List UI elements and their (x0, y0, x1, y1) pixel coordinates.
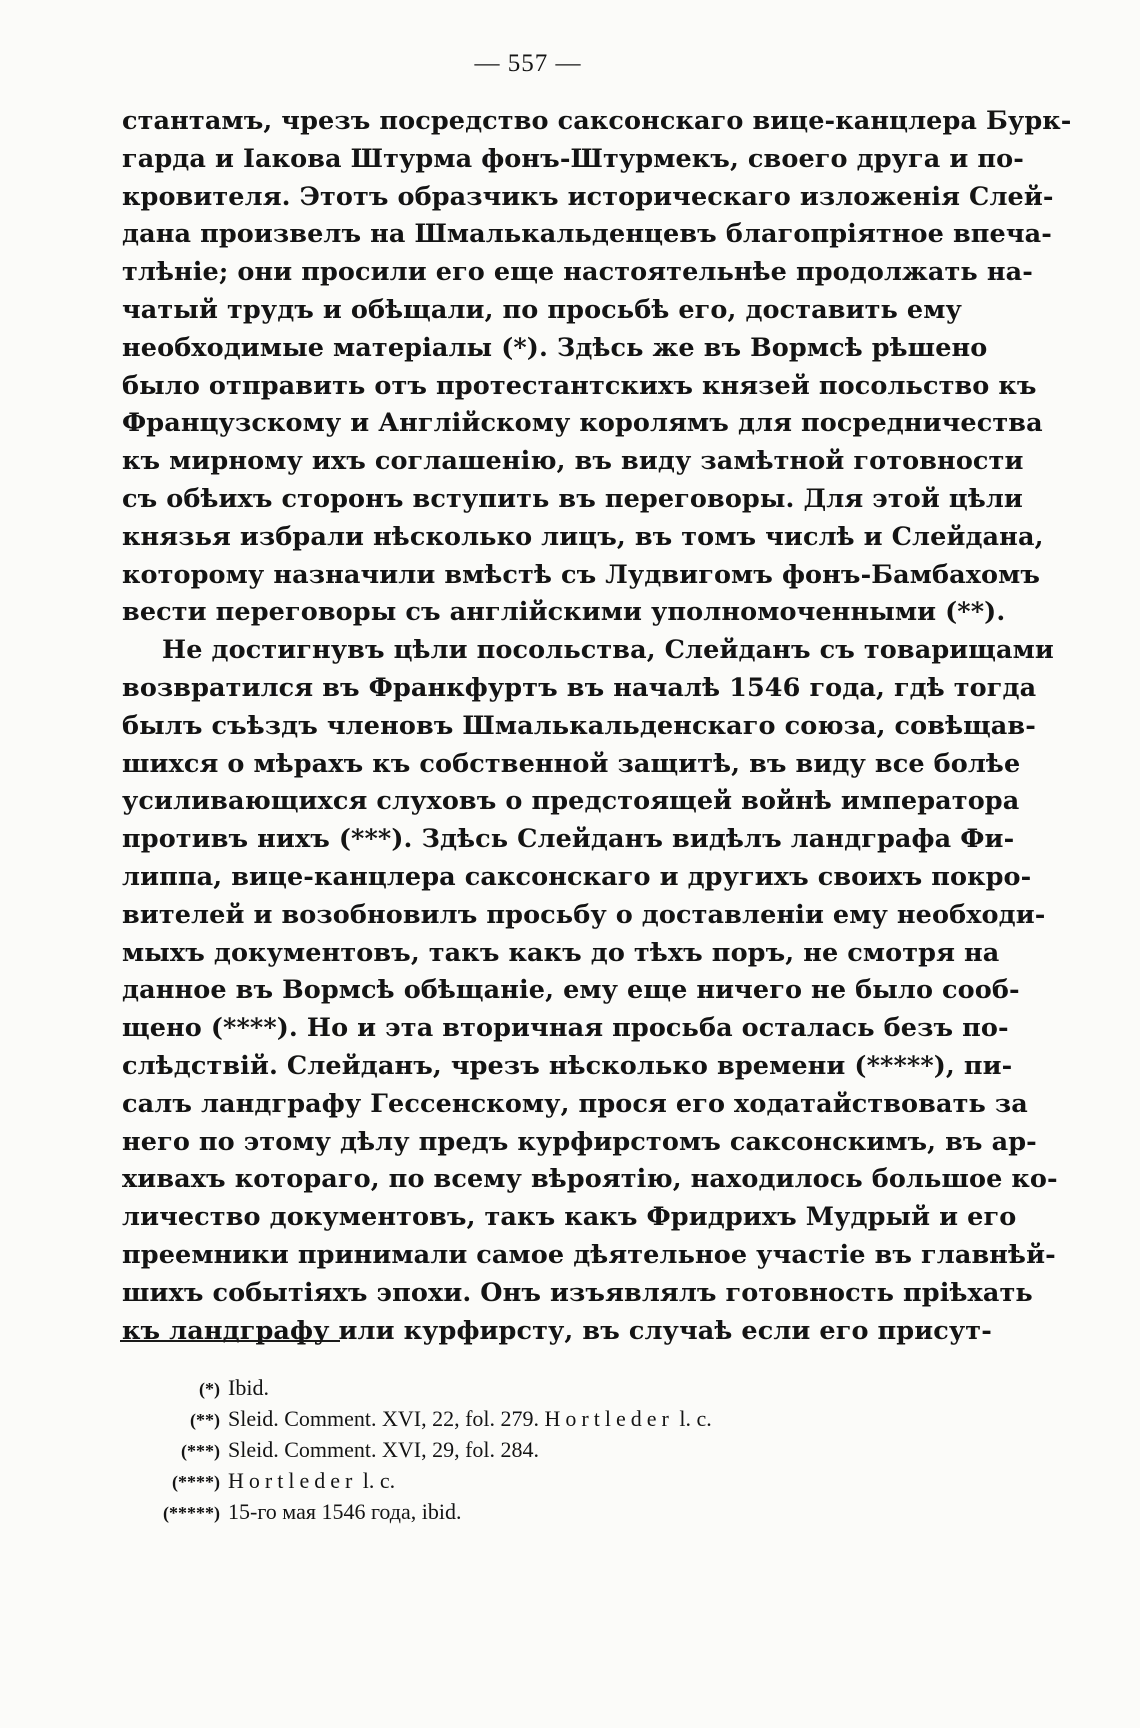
text-line: мыхъ документовъ, такъ какъ до тѣхъ поръ, не смотря на (122, 937, 1000, 968)
footnote-text-main: 15-го мая 1546 года, ibid. (228, 1499, 462, 1524)
text-line-paragraph-start: Не достигнувъ цѣли посольства, Слейданъ съ товарищами (162, 635, 1054, 666)
text-line: къ ландграфу или курфирсту, въ случаѣ если его присут- (122, 1315, 992, 1346)
text-line: стантамъ, чрезъ посредство саксонскаго вице-канцлера Бурк- (122, 106, 1072, 136)
text-line: вителей и возобновилъ просьбу о доставленіи ему необходи- (122, 899, 1046, 930)
page-number: — 557 — (474, 50, 582, 77)
text-line: щено (****). Но и эта вторичная просьба осталась безъ по- (122, 1013, 1009, 1044)
text-line: данное въ Вормсѣ обѣщаніе, ему еще ничего не было сооб- (122, 975, 1020, 1006)
footnote-text (228, 1372, 269, 1403)
text-line: дана произвелъ на Шмалькальденцевъ благопріятное впеча- (122, 219, 1052, 250)
text-line: него по этому дѣлу предъ курфирстомъ саксонскимъ, въ ар- (122, 1126, 1037, 1157)
text-line: тлѣніе; они просили его еще настоятельнѣе продолжать на- (122, 257, 1033, 288)
footnote-marker: (***) (181, 1441, 220, 1461)
text-line: салъ ландграфу Гессенскому, прося его ходатайствовать за (122, 1088, 1028, 1119)
footnote-text-main: Ibid. (228, 1375, 269, 1400)
footnote (130, 1496, 890, 1527)
footnote-text (228, 1496, 461, 1527)
text-line: гарда и Іакова Штурма фонъ-Штурмекъ, своего друга и по- (122, 143, 1024, 174)
text-line: было отправить отъ протестантскихъ князей посольство къ (122, 370, 1037, 401)
text-line: съ обѣихъ сторонъ вступить въ переговоры. Для этой цѣли (122, 483, 1023, 514)
text-line: противъ нихъ (***). Здѣсь Слейданъ видѣлъ ландграфа Фи- (122, 824, 1015, 855)
text-line: былъ съѣздъ членовъ Шмалькальденскаго союза, совѣщав- (122, 710, 1036, 741)
footnote-text (228, 1434, 539, 1465)
text-line: необходимые матеріалы (*). Здѣсь же въ Вормсѣ рѣшено (122, 332, 988, 363)
text-line: къ мирному ихъ соглашенію, въ виду замѣтной готовности (122, 446, 1024, 477)
footnote-marker: (*) (199, 1379, 220, 1399)
text-line: усиливающихся слуховъ о предстоящей войнѣ императора (122, 786, 1020, 817)
footnote-divider (120, 1340, 340, 1342)
footnote (130, 1434, 890, 1465)
text-line: липпа, вице-канцлера саксонскаго и другихъ своихъ покро- (122, 861, 1032, 892)
text-line: хивахъ котораго, по всему вѣроятію, находилось большое ко- (122, 1164, 1058, 1195)
text-line: личество документовъ, такъ какъ Фридрихъ Мудрый и его (122, 1202, 1017, 1233)
footnote-author: Hortleder (544, 1406, 674, 1431)
text-line: шихъ событіяхъ эпохи. Онъ изъявлялъ готовность пріѣхать (122, 1277, 1033, 1308)
footnote-author: Hortleder (228, 1468, 358, 1493)
text-line-paragraph-end: вести переговоры съ англійскими уполномоченными (**). (122, 597, 1006, 628)
body-text (122, 103, 1072, 1350)
footnote-text (228, 1403, 712, 1434)
footnotes (130, 1372, 890, 1527)
footnote-text-main: Sleid. Comment. XVI, 29, fol. 284. (228, 1437, 540, 1462)
text-line: шихся о мѣрахъ къ собственной защитѣ, въ виду все болѣе (122, 748, 1021, 779)
text-line: которому назначили вмѣстѣ съ Лудвигомъ фонъ-Бамбахомъ (122, 559, 1041, 590)
text-line: князья избрали нѣсколько лицъ, въ томъ числѣ и Слейдана, (122, 521, 1044, 552)
footnote-text (228, 1465, 395, 1496)
text-line: кровителя. Этотъ образчикъ историческаго изложенія Слей- (122, 181, 1054, 212)
footnote-marker: (*****) (163, 1503, 220, 1523)
footnote-text-main: Sleid. Comment. XVI, 22, fol. 279. (228, 1406, 540, 1431)
footnote-text-tail: l. c. (362, 1468, 396, 1493)
footnote (130, 1465, 890, 1496)
footnote-marker: (**) (190, 1410, 220, 1430)
text-line: Французскому и Англійскому королямъ для посредничества (122, 408, 1043, 439)
footnote (130, 1403, 890, 1434)
footnote (130, 1372, 890, 1403)
text-line: возвратился въ Франкфуртъ въ началѣ 1546 года, гдѣ тогда (122, 672, 1037, 703)
text-line: слѣдствій. Слейданъ, чрезъ нѣсколько времени (*****), пи- (122, 1050, 1013, 1081)
text-line: преемники принимали самое дѣятельное участіе въ главнѣй- (122, 1239, 1056, 1270)
text-line: чатый трудъ и обѣщали, по просьбѣ его, доставить ему (122, 294, 962, 325)
footnote-text-tail: l. c. (679, 1406, 712, 1431)
footnote-marker: (****) (172, 1472, 220, 1492)
